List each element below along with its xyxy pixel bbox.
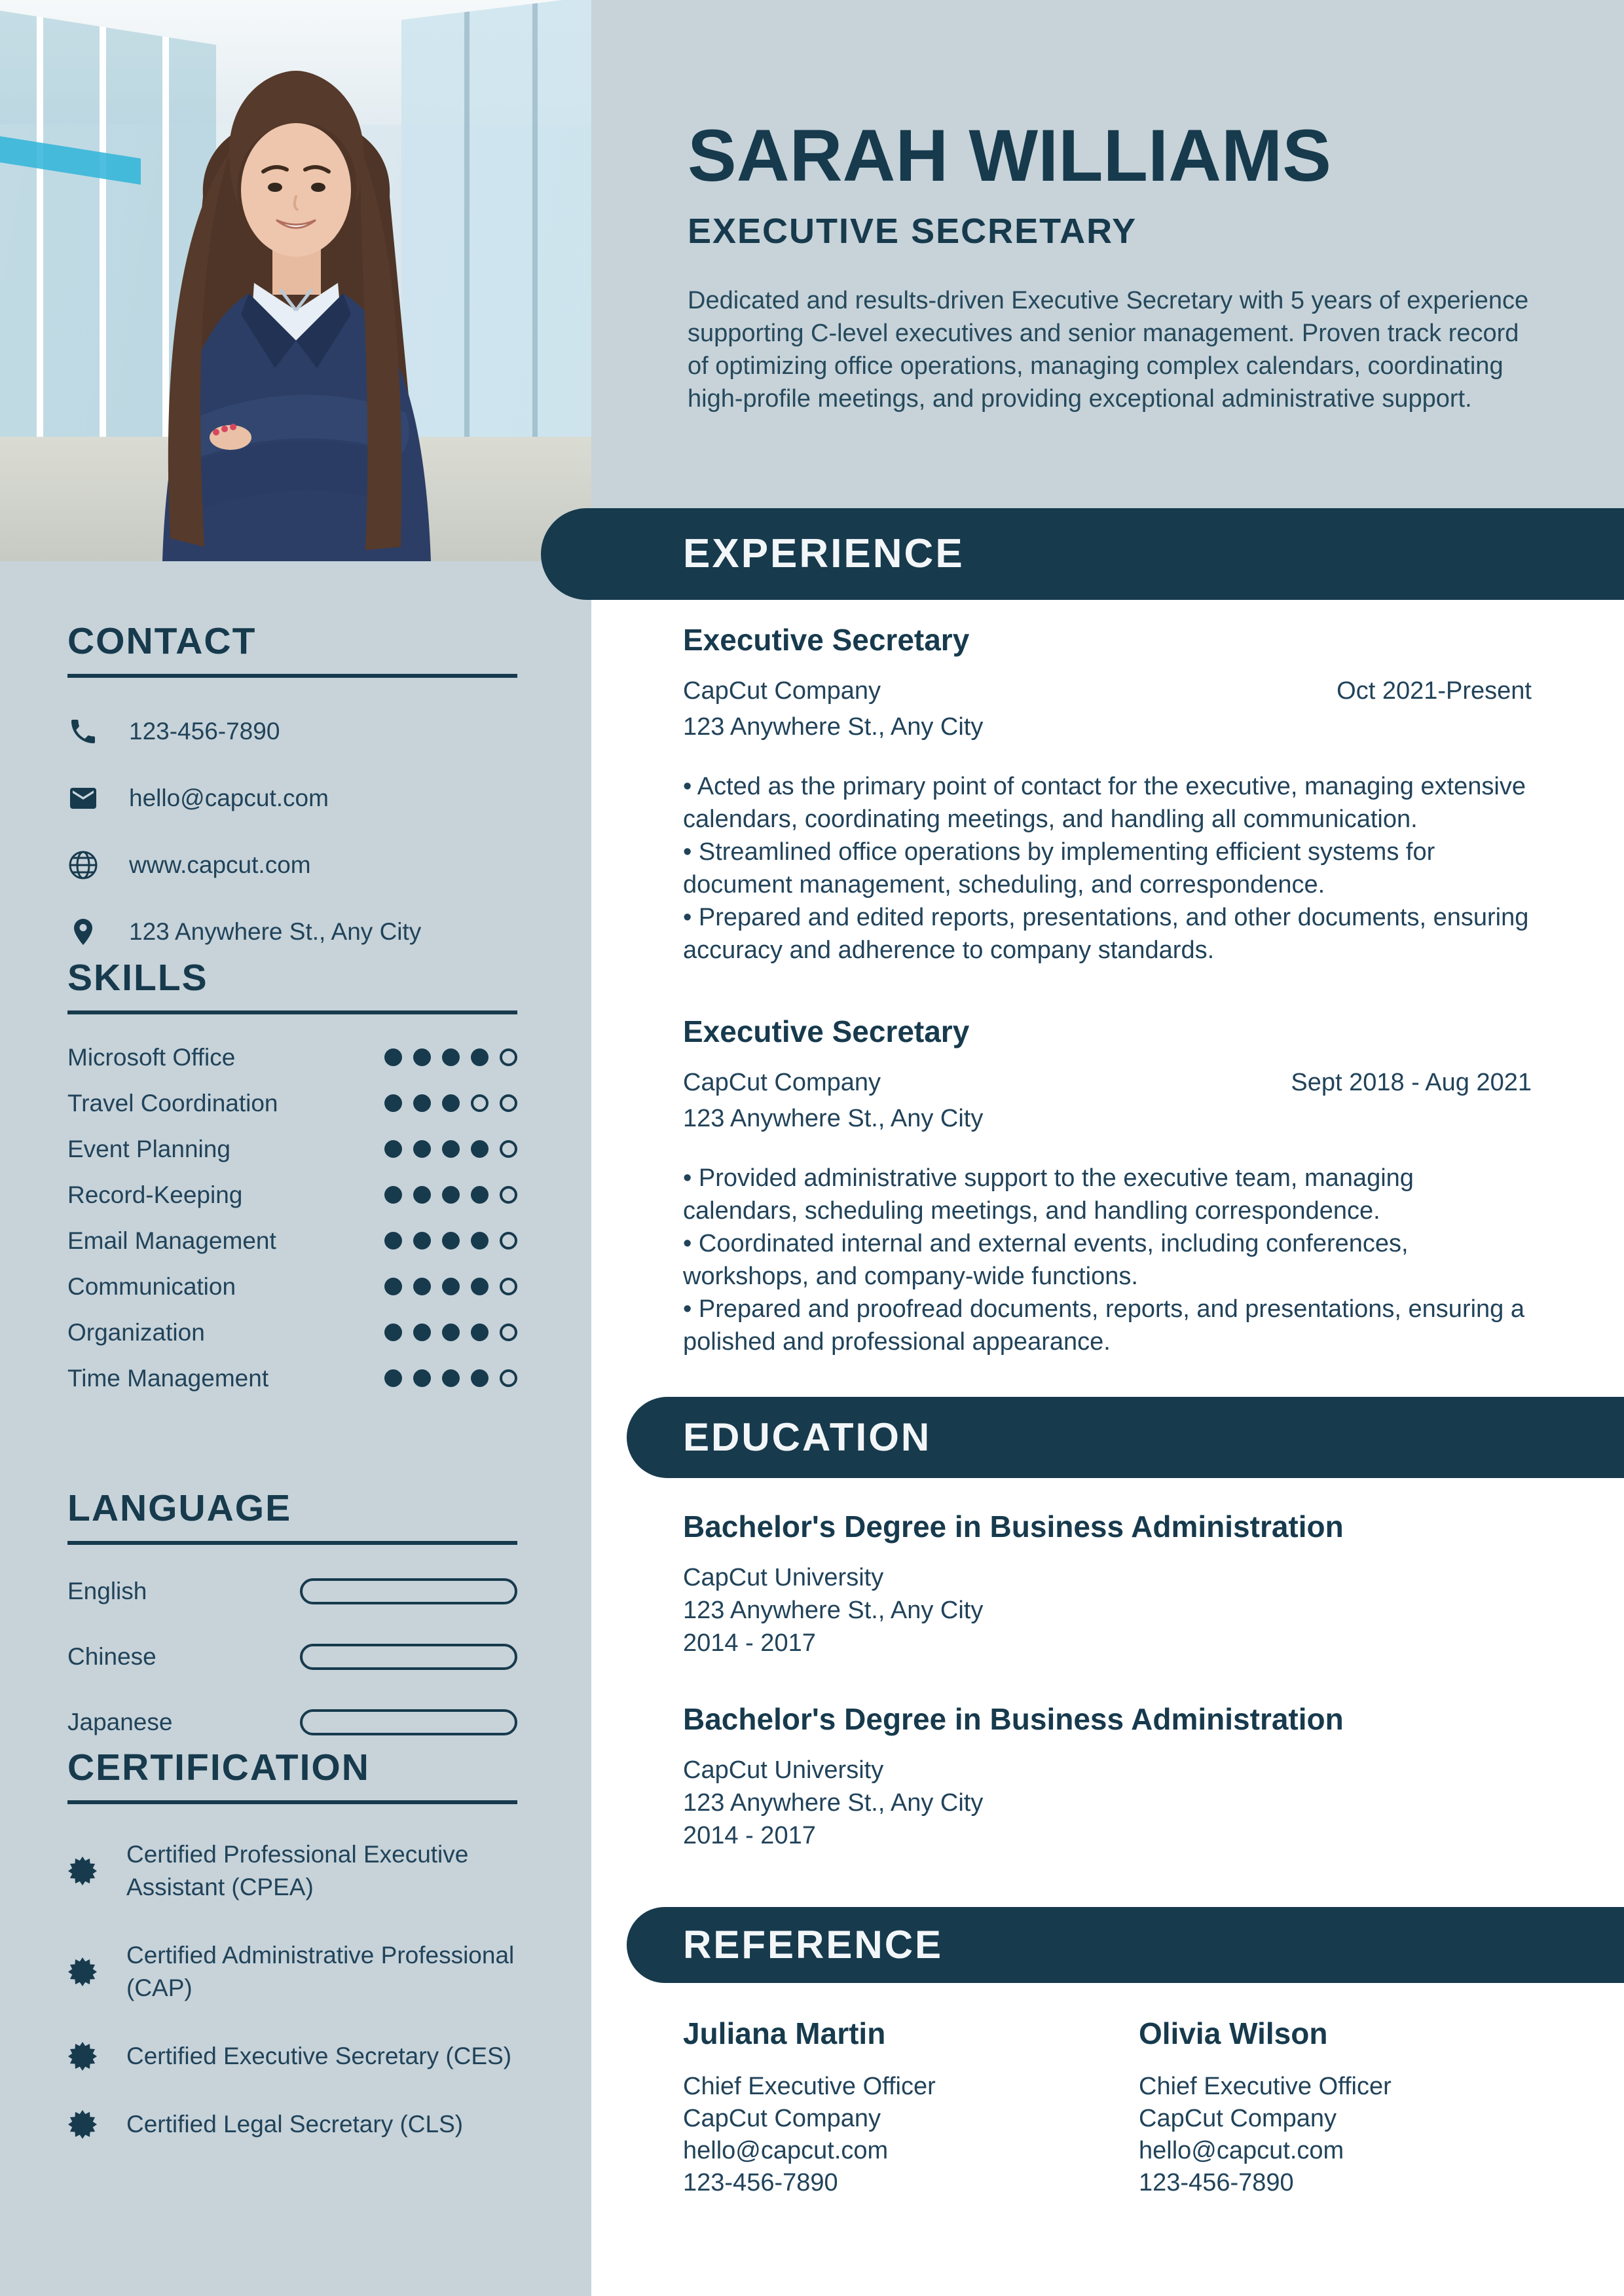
nail (221, 426, 228, 432)
degree-title: Bachelor's Degree in Business Administration (683, 1702, 1344, 1736)
skill-dot-filled (413, 1369, 431, 1387)
job-location: 123 Anywhere St., Any City (683, 713, 984, 741)
certification-text: Certified Legal Secretary (CLS) (126, 2110, 464, 2138)
experience-section-banner (541, 508, 1624, 600)
contact-row-phone (67, 713, 517, 750)
skill-row (67, 1318, 517, 1347)
job-dates: Oct 2021-Present (1337, 677, 1532, 705)
header (688, 115, 1539, 440)
skill-dot-filled (384, 1369, 402, 1387)
experience-section-title: EXPERIENCE (683, 531, 965, 576)
education-entry (683, 1701, 1532, 1852)
skill-dot-filled (442, 1324, 460, 1341)
language-level-bar (300, 1578, 517, 1604)
language-section-title: LANGUAGE (67, 1487, 292, 1529)
certification-item (67, 1939, 517, 2005)
email-icon (67, 783, 99, 814)
certification-item (67, 2108, 517, 2141)
job-company: CapCut Company (683, 1069, 881, 1096)
section-divider (67, 674, 517, 678)
reference-name: Juliana Martin (683, 2016, 886, 2050)
skill-dot-filled (384, 1324, 402, 1341)
reference-card (683, 2016, 1102, 2199)
language-row (67, 1709, 517, 1736)
phone-icon (67, 716, 99, 747)
contact-section-title: CONTACT (67, 620, 257, 662)
skill-dot-filled (471, 1278, 489, 1295)
eye-left (268, 183, 282, 192)
education-section-banner (627, 1397, 1624, 1478)
skill-name: Travel Coordination (67, 1089, 278, 1117)
study-years: 2014 - 2017 (683, 1629, 816, 1657)
reference-email: hello@capcut.com (1139, 2137, 1344, 2164)
job-location: 123 Anywhere St., Any City (683, 1105, 984, 1132)
certification-text: Certified Administrative Professional (CAP) (126, 1941, 515, 2001)
skills-section (67, 957, 517, 1410)
skill-dot-filled (442, 1232, 460, 1250)
skill-rating (384, 1232, 517, 1250)
job-bullet: • Coordinated internal and external events, including conferences, workshops, and company-wide functions. (683, 1227, 1532, 1293)
skill-dot-filled (413, 1186, 431, 1204)
contact-website: www.capcut.com (129, 851, 311, 878)
skill-dot-empty (500, 1186, 517, 1204)
skill-dot-filled (384, 1048, 402, 1066)
badge-icon (67, 1957, 98, 1987)
language-name: Japanese (67, 1708, 173, 1735)
skill-dot-filled (413, 1094, 431, 1112)
reference-section-title: REFERENCE (683, 1923, 944, 1967)
skill-name: Time Management (67, 1364, 269, 1392)
skill-dot-filled (471, 1186, 489, 1204)
skill-dot-filled (413, 1278, 431, 1295)
job-dates: Sept 2018 - Aug 2021 (1291, 1069, 1532, 1096)
badge-icon (67, 2109, 98, 2139)
reference-name: Olivia Wilson (1139, 2016, 1328, 2050)
job-bullet: • Prepared and edited reports, presentations, and other documents, ensuring accuracy and adherence to company standards. (683, 901, 1532, 967)
contact-row-address (67, 914, 517, 950)
skill-rating (384, 1048, 517, 1066)
education-entry (683, 1509, 1532, 1659)
skill-dot-filled (384, 1232, 402, 1250)
skill-name: Organization (67, 1318, 205, 1346)
section-divider (67, 1010, 517, 1014)
section-divider (67, 1800, 517, 1804)
experience-entry (683, 1014, 1532, 1358)
language-section (67, 1488, 517, 1774)
contact-row-email (67, 780, 517, 817)
skill-rating (384, 1369, 517, 1387)
skill-dot-filled (384, 1140, 402, 1158)
person-job-title: EXECUTIVE SECRETARY (688, 212, 1137, 251)
contact-row-website (67, 847, 517, 883)
skill-dot-filled (471, 1232, 489, 1250)
school-location: 123 Anywhere St., Any City (683, 1789, 984, 1817)
profile-photo (0, 0, 591, 561)
school-location: 123 Anywhere St., Any City (683, 1597, 984, 1624)
skill-name: Email Management (67, 1227, 276, 1254)
contact-phone: 123-456-7890 (129, 717, 280, 745)
skill-dot-filled (384, 1186, 402, 1204)
skill-rating (384, 1140, 517, 1158)
location-icon (67, 916, 99, 948)
skill-dot-filled (384, 1094, 402, 1112)
nail (230, 424, 236, 430)
badge-icon (67, 2041, 98, 2071)
job-bullets (683, 1162, 1532, 1358)
skill-row (67, 1043, 517, 1072)
skill-row (67, 1089, 517, 1118)
skill-dot-empty (500, 1094, 517, 1112)
globe-icon (67, 849, 99, 881)
degree-title: Bachelor's Degree in Business Administration (683, 1509, 1344, 1544)
skill-dot-filled (442, 1140, 460, 1158)
eye-right (311, 183, 325, 192)
reference-company: CapCut Company (1139, 2105, 1337, 2132)
skill-dot-filled (384, 1278, 402, 1295)
reference-email: hello@capcut.com (683, 2137, 889, 2164)
section-divider (67, 1541, 517, 1545)
skill-dot-filled (471, 1324, 489, 1341)
skill-dot-filled (413, 1232, 431, 1250)
skill-rating (384, 1186, 517, 1204)
skill-row (67, 1135, 517, 1164)
certification-item (67, 2040, 517, 2073)
skill-dot-filled (442, 1094, 460, 1112)
reference-phone: 123-456-7890 (683, 2169, 838, 2196)
skill-dot-filled (442, 1048, 460, 1066)
skill-dot-empty (500, 1140, 517, 1158)
language-level-bar (300, 1644, 517, 1670)
skill-rating (384, 1278, 517, 1295)
job-bullet: • Provided administrative support to the executive team, managing calendars, scheduling meetings, and handling correspondence. (683, 1162, 1532, 1227)
skill-dot-filled (442, 1278, 460, 1295)
education-section-title: EDUCATION (683, 1415, 932, 1459)
study-years: 2014 - 2017 (683, 1822, 816, 1849)
skill-dot-empty (500, 1048, 517, 1066)
skills-section-title: SKILLS (67, 957, 208, 999)
skill-name: Microsoft Office (67, 1043, 236, 1071)
profile-summary: Dedicated and results-driven Executive Secretary with 5 years of experience supporting C-level executives and senior management. Proven track record of optimizing office operations, managing complex calendars, coordinating high-profile meetings, and providing exceptional administrative support. (688, 287, 1529, 413)
contact-email: hello@capcut.com (129, 784, 329, 811)
language-name: Chinese (67, 1642, 157, 1670)
skill-dot-filled (471, 1140, 489, 1158)
language-level-bar (300, 1709, 517, 1735)
skill-dot-empty (500, 1324, 517, 1341)
language-row (67, 1643, 517, 1671)
nail (213, 429, 219, 435)
certification-text: Certified Executive Secretary (CES) (126, 2042, 512, 2069)
job-company: CapCut Company (683, 677, 881, 705)
certification-item (67, 1838, 517, 1904)
job-role: Executive Secretary (683, 1014, 970, 1048)
contact-address: 123 Anywhere St., Any City (129, 917, 422, 945)
skill-dot-empty (471, 1094, 489, 1112)
skill-name: Record-Keeping (67, 1181, 243, 1208)
reference-section-banner (627, 1907, 1624, 1983)
school-name: CapCut University (683, 1564, 884, 1591)
reference-company: CapCut Company (683, 2105, 881, 2132)
skill-rating (384, 1324, 517, 1341)
job-bullets (683, 770, 1532, 967)
reference-role: Chief Executive Officer (683, 2073, 936, 2100)
skill-dot-empty (500, 1232, 517, 1250)
skill-row (67, 1272, 517, 1301)
person-name: SARAH WILLIAMS (688, 115, 1332, 196)
skill-row (67, 1227, 517, 1255)
skill-rating (384, 1094, 517, 1112)
skill-dot-filled (413, 1140, 431, 1158)
badge-icon (67, 1856, 98, 1886)
person-portrait (0, 0, 591, 561)
reference-phone: 123-456-7890 (1139, 2169, 1294, 2196)
certification-section-title: CERTIFICATION (67, 1747, 370, 1788)
skill-dot-filled (413, 1324, 431, 1341)
face (241, 123, 351, 257)
skill-name: Communication (67, 1272, 236, 1300)
skill-dot-filled (471, 1369, 489, 1387)
job-bullet: • Acted as the primary point of contact for the executive, managing extensive calendars, coordinating meetings, and handling all communication. (683, 770, 1532, 836)
skill-name: Event Planning (67, 1135, 231, 1162)
reference-role: Chief Executive Officer (1139, 2073, 1392, 2100)
skill-dot-empty (500, 1369, 517, 1387)
certification-section (67, 1747, 517, 2176)
reference-card (1139, 2016, 1558, 2199)
job-bullet: • Prepared and proofread documents, reports, and presentations, ensuring a polished and professional appearance. (683, 1293, 1532, 1358)
language-row (67, 1578, 517, 1605)
skill-row (67, 1181, 517, 1210)
school-name: CapCut University (683, 1756, 884, 1784)
job-role: Executive Secretary (683, 623, 970, 657)
skill-dot-empty (500, 1278, 517, 1295)
skill-dot-filled (471, 1048, 489, 1066)
certification-text: Certified Professional Executive Assistant (CPEA) (126, 1840, 469, 1900)
skill-dot-filled (413, 1048, 431, 1066)
contact-section (67, 621, 517, 980)
experience-entry (683, 622, 1532, 967)
skill-dot-filled (442, 1186, 460, 1204)
skill-row (67, 1364, 517, 1393)
language-name: English (67, 1577, 147, 1604)
job-bullet: • Streamlined office operations by implementing efficient systems for document management, scheduling, and correspondence. (683, 836, 1532, 901)
skill-dot-filled (442, 1369, 460, 1387)
